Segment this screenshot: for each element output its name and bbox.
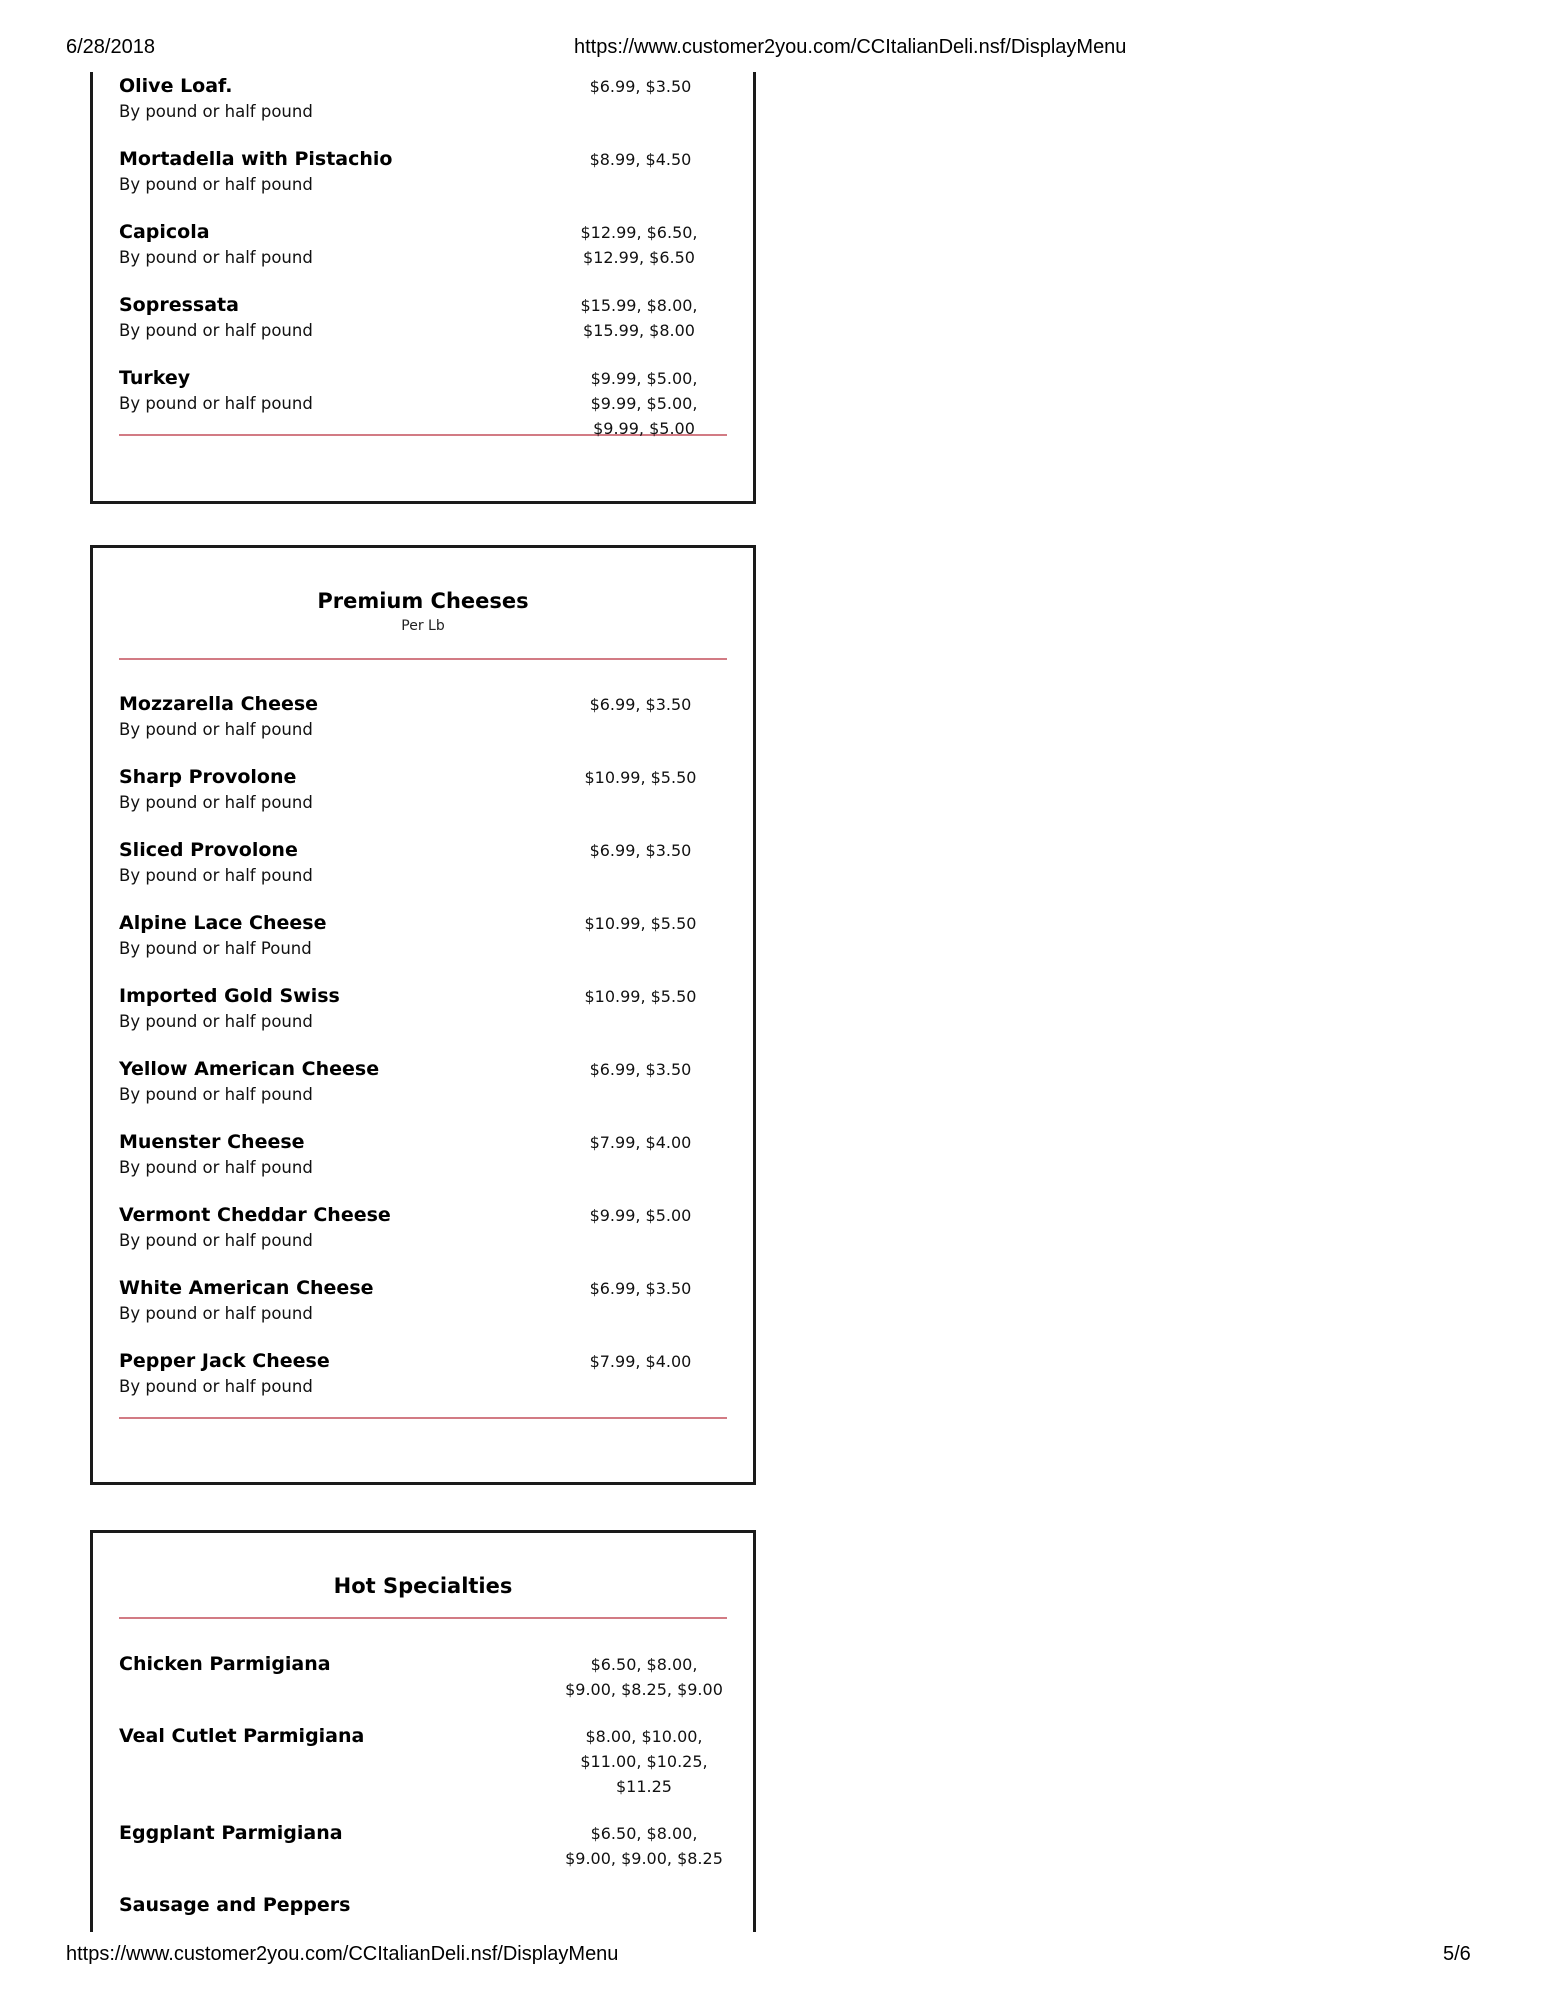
item-price: $8.00, $10.00, $11.00, $10.25, $11.25 [580,1727,708,1796]
item-name: Mortadella with Pistachio [119,148,393,170]
item-description: By pound or half pound [119,1231,313,1250]
item-description: By pound or half pound [119,321,313,340]
menu-item [119,293,727,366]
item-price: $7.99, $4.00 [589,1352,692,1371]
hot-specialties-panel [90,1530,756,1932]
print-date: 6/28/2018 [66,36,155,58]
menu-item [119,1349,727,1417]
item-price: $6.99, $3.50 [589,1060,692,1079]
item-name: Chicken Parmigiana [119,1653,331,1675]
menu-item [119,984,727,1057]
item-description: By pound or half pound [119,175,313,194]
item-description: By pound or half pound [119,102,313,121]
section-divider [119,658,727,660]
item-price: $10.99, $5.50 [584,914,697,933]
item-name: Turkey [119,367,191,389]
item-price: $6.99, $3.50 [589,841,692,860]
item-price: $10.99, $5.50 [584,768,697,787]
menu-item [119,692,727,765]
item-price: $6.99, $3.50 [589,1279,692,1298]
item-price: $8.99, $4.50 [589,150,692,169]
item-price: $6.50, $8.00, $9.00, $8.25, $9.00 [565,1655,723,1699]
item-name: Capicola [119,221,210,243]
print-header-url: https://www.customer2you.com/CCItalianDeli.nsf/DisplayMenu [574,36,1127,58]
page-number: 5/6 [1443,1943,1471,1965]
menu-item [119,765,727,838]
print-footer-url: https://www.customer2you.com/CCItalianDeli.nsf/DisplayMenu [66,1943,619,1965]
item-price: $6.50, $8.00, $9.00, $9.00, $8.25 [565,1824,723,1868]
meats-panel [90,72,756,504]
item-price: $7.99, $4.00 [589,1133,692,1152]
item-name: Pepper Jack Cheese [119,1350,330,1372]
menu-item [119,1276,727,1349]
menu-item [119,366,727,438]
item-name: Yellow American Cheese [119,1058,380,1080]
item-name: Sausage and Peppers [119,1894,351,1916]
item-name: Imported Gold Swiss [119,985,340,1007]
item-name: Sopressata [119,294,239,316]
menu-item [119,1652,727,1724]
menu-item [119,1821,727,1893]
section-divider [119,1417,727,1419]
item-description: By pound or half pound [119,394,313,413]
menu-item [119,220,727,293]
menu-item [119,838,727,911]
menu-item [119,1893,727,1933]
item-price: $6.99, $3.50 [589,77,692,96]
menu-item [119,1130,727,1203]
item-description: By pound or half pound [119,866,313,885]
item-description: By pound or half pound [119,248,313,267]
item-price: $6.99, $3.50 [589,695,692,714]
section-subtitle: Per Lb [401,618,445,634]
item-description: By pound or half pound [119,720,313,739]
item-name: Olive Loaf. [119,75,233,97]
cheeses-panel [90,545,756,1485]
item-name: Mozzarella Cheese [119,693,319,715]
item-description: By pound or half pound [119,1377,313,1396]
menu-item [119,74,727,147]
item-name: Eggplant Parmigiana [119,1822,343,1844]
item-description: By pound or half pound [119,1012,313,1031]
item-price: $12.99, $6.50, $12.99, $6.50 [580,223,698,267]
menu-item [119,911,727,984]
menu-item [119,147,727,220]
item-name: Vermont Cheddar Cheese [119,1204,391,1226]
item-price: $15.99, $8.00, $15.99, $8.00 [580,296,698,340]
item-description: By pound or half pound [119,1158,313,1177]
item-name: Veal Cutlet Parmigiana [119,1725,365,1747]
menu-item [119,1057,727,1130]
section-divider [119,1617,727,1619]
item-name: Muenster Cheese [119,1131,305,1153]
item-price: $10.99, $5.50 [584,987,697,1006]
item-price: $9.99, $5.00, $9.99, $5.00, $9.99, $5.00 [590,369,698,438]
item-price: $9.99, $5.00 [589,1206,692,1225]
item-name: Alpine Lace Cheese [119,912,327,934]
item-name: Sharp Provolone [119,766,297,788]
item-name: Sliced Provolone [119,839,298,861]
menu-item [119,1203,727,1276]
section-title: Hot Specialties [333,1574,513,1598]
item-description: By pound or half pound [119,1085,313,1104]
menu-item [119,1724,727,1821]
section-title: Premium Cheeses [317,589,529,613]
item-description: By pound or half Pound [119,939,312,958]
item-description: By pound or half pound [119,1304,313,1323]
item-description: By pound or half pound [119,793,313,812]
item-name: White American Cheese [119,1277,374,1299]
